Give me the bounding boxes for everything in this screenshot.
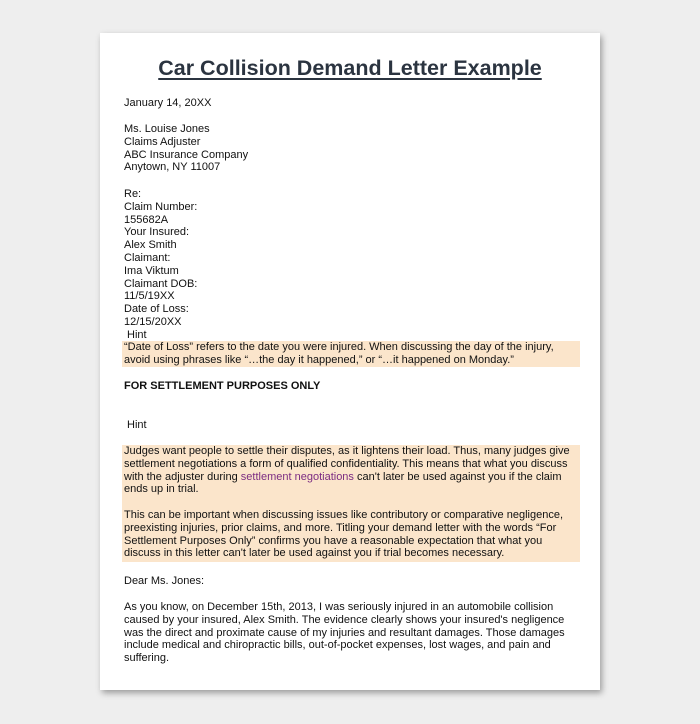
claimant-label: Claimant: bbox=[124, 251, 171, 264]
hint-line: “Date of Loss” refers to the date you were injured. When discussing the day of the injury, bbox=[124, 341, 554, 353]
recipient-block bbox=[124, 123, 580, 174]
recipient-company: ABC Insurance Company bbox=[124, 148, 249, 161]
hint-line: Settlement Purposes Only” confirms you have a reasonable expectation that what you bbox=[124, 534, 543, 547]
body-line: caused by your insured, Alex Smith. The evidence clearly shows your insured's negligence bbox=[124, 613, 565, 626]
re-label: Re: bbox=[124, 188, 142, 200]
salutation-text: Dear Ms. Jones: bbox=[124, 575, 205, 587]
hint-line bbox=[124, 471, 580, 484]
letter-page bbox=[100, 33, 600, 690]
settlement-heading-text: FOR SETTLEMENT PURPOSES ONLY bbox=[124, 380, 321, 392]
loss-label: Date of Loss: bbox=[124, 303, 189, 316]
hint-line: settlement negotiations a form of qualified confidentiality. This means that what you discuss bbox=[124, 457, 568, 470]
dob-label: Claimant DOB: bbox=[124, 277, 198, 290]
body-line: As you know, on December 15th, 2013, I was seriously injured in an automobile collision bbox=[124, 601, 554, 613]
body-paragraph bbox=[124, 601, 580, 665]
paragraph-gap bbox=[124, 496, 580, 509]
claim-info bbox=[124, 188, 580, 342]
hint-date-of-loss bbox=[122, 341, 580, 367]
hint-line: This can be important when discussing issues like contributory or comparative negligence, bbox=[124, 508, 563, 521]
claim-number-label: Claim Number: bbox=[124, 200, 198, 213]
hint-line: ends up in trial. bbox=[124, 483, 199, 496]
salutation bbox=[124, 575, 580, 588]
hint-line: discuss in this letter can't later be used against you if trial becomes necessary. bbox=[124, 547, 505, 560]
loss-date: 12/15/20XX bbox=[124, 315, 182, 328]
claim-number: 155682A bbox=[124, 213, 169, 226]
hint-text: with the adjuster during bbox=[124, 470, 241, 483]
body-line: include medical and chiropractic bills, out-of-pocket expenses, lost wages, and pain and bbox=[124, 639, 551, 652]
hint-settlement bbox=[122, 445, 580, 562]
dob-value: 11/5/19XX bbox=[124, 290, 175, 303]
settlement-heading bbox=[124, 380, 580, 393]
hint-label: Hint bbox=[127, 419, 147, 431]
claimant-name: Ima Viktum bbox=[124, 264, 179, 277]
date-text: January 14, 20XX bbox=[124, 97, 212, 109]
settlement-negotiations-link[interactable]: settlement negotiations bbox=[240, 470, 354, 483]
hint-label: Hint bbox=[127, 328, 147, 341]
insured-name: Alex Smith bbox=[124, 239, 177, 252]
body-line: suffering. bbox=[124, 652, 170, 665]
hint-line: Judges want people to settle their disputes, as it lightens their load. Thus, many judges give bbox=[124, 445, 570, 457]
hint-text: can't later be used against you if the claim bbox=[353, 470, 562, 483]
body-line: was the direct and proximate cause of my injuries and resultant damages. Those damages bbox=[124, 626, 565, 639]
hint-label-block bbox=[124, 419, 580, 432]
recipient-address: Anytown, NY 11007 bbox=[124, 161, 221, 174]
hint-line: preexisting injuries, prior claims, and more. Titling your demand letter with the words “For bbox=[124, 521, 557, 534]
letter-date bbox=[124, 97, 580, 110]
insured-label: Your Insured: bbox=[124, 226, 190, 239]
recipient-name: Ms. Louise Jones bbox=[124, 123, 210, 135]
recipient-title: Claims Adjuster bbox=[124, 135, 201, 148]
hint-line: avoid using phrases like “…the day it happened,” or “…it happened on Monday.” bbox=[124, 353, 514, 366]
page-title: Car Collision Demand Letter Example bbox=[158, 56, 542, 80]
